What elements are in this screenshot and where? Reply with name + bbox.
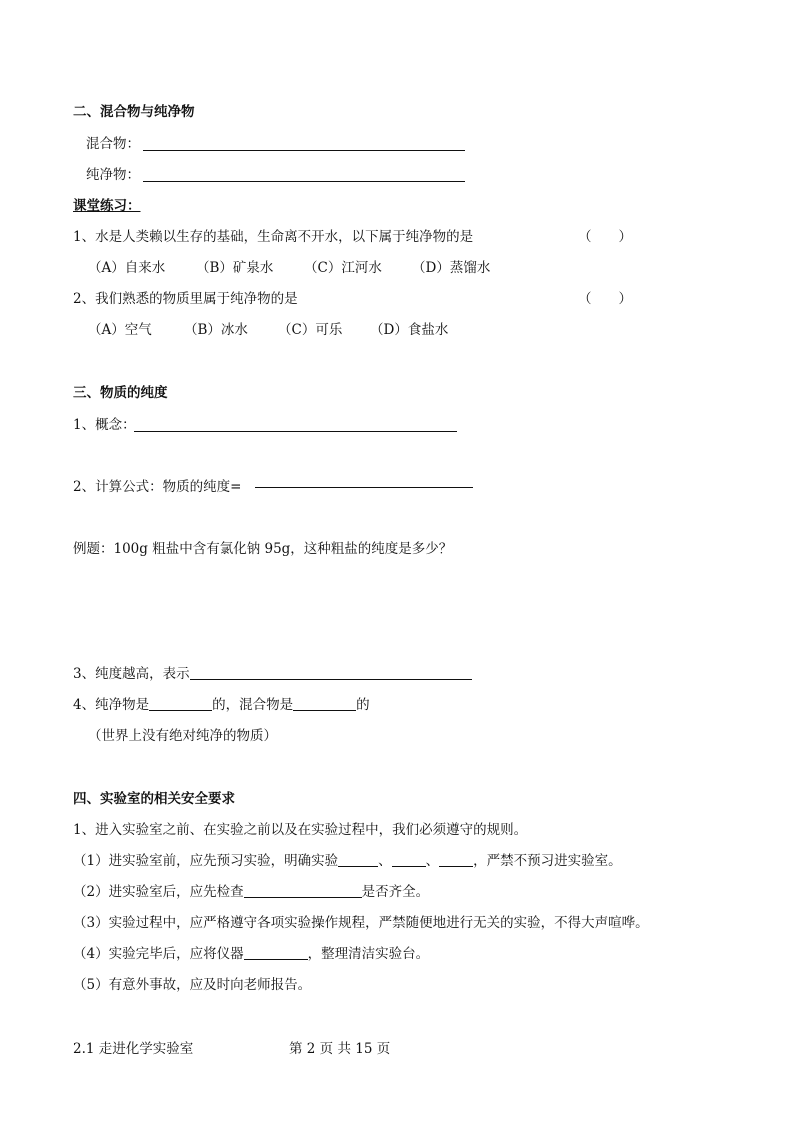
question-1-answer-paren: （ ） [578,229,632,245]
rule-1-sep-1: 、 [378,853,392,869]
item-3-text: 3、纯度越高，表示 [73,666,190,682]
option-c: （C）可乐 [278,322,343,338]
formula-label: 2、计算公式：物质的纯度= [73,479,242,495]
rule-1-blank-2 [392,852,426,867]
mixture-label: 混合物： [86,136,140,152]
rule-2 [73,883,429,901]
rule-1-blank-3 [439,852,473,867]
purity-note: （世界上没有绝对纯净的物质） [88,728,277,744]
rule-1-sep-2: 、 [425,853,440,869]
rule-2-tail: 是否齐全。 [361,884,430,900]
rule-1-tail: ，严禁不预习进实验室。 [473,853,622,869]
item-4 [73,696,370,714]
rule-3: （3）实验过程中，应严格遵守各项实验操作规程，严禁随便地进行无关的实验，不得大声喧哗。 [73,915,649,931]
rule-4-text: （4）实验完毕后，应将仪器 [73,946,244,962]
item-4-part-a: 4、纯净物是 [73,697,150,713]
rule-2-blank [244,883,362,898]
rule-2-text: （2）进实验室后，应先检查 [73,884,244,900]
question-2-options [88,321,448,339]
section-heading-lab-safety: 四、实验室的相关安全要求 [73,791,235,807]
item-3-label [73,665,472,683]
mixture-answer-line [143,150,465,151]
footer-chapter: 2.1 走进化学实验室 [73,1041,194,1057]
example-question: 例题：100g 粗盐中含有氯化钠 95g，这种粗盐的纯度是多少？ [73,541,453,557]
option-b: （B）矿泉水 [196,260,274,276]
practice-heading: 课堂练习： [73,198,141,214]
rule-4-tail: ，整理清洁实验台。 [307,946,430,962]
question-2-answer-paren: （ ） [578,291,632,307]
option-b: （B）冰水 [184,322,248,338]
item-4-part-c: 的 [356,697,370,713]
rule-4-blank [244,945,308,960]
rule-1-text: （1）进实验室前，应先预习实验，明确实验 [73,853,339,869]
option-a: （A）自来水 [88,260,166,276]
pure-substance-answer-line [143,181,465,182]
question-1-text: 1、水是人类赖以生存的基础，生命离不开水，以下属于纯净物的是 [73,229,474,245]
formula-fraction-line [255,487,473,488]
option-c: （C）江河水 [304,260,382,276]
concept-label: 1、概念： [73,417,136,433]
item-3-blank [190,665,472,680]
footer-page-number: 第 2 页 共 15 页 [289,1041,391,1057]
rule-1-blank-1 [338,852,378,867]
section-heading-mixtures: 二、混合物与纯净物 [73,104,195,120]
option-a: （A）空气 [88,322,152,338]
pure-substance-label: 纯净物： [86,167,140,183]
rule-1 [73,852,622,870]
item-4-part-b: 的，混合物是 [212,697,294,713]
item-4-blank-1 [149,696,212,711]
section-heading-purity: 三、物质的纯度 [73,385,168,401]
rule-4 [73,945,429,963]
option-d: （D）蒸馏水 [412,260,491,276]
concept-answer-line [134,431,457,432]
question-1-options [88,259,490,277]
item-4-blank-2 [293,696,356,711]
option-d: （D）食盐水 [370,322,449,338]
question-2-text: 2、我们熟悉的物质里属于纯净物的是 [73,291,298,307]
rules-intro: 1、进入实验室之前、在实验之前以及在实验过程中，我们必须遵守的规则。 [73,822,528,838]
rule-5: （5）有意外事故，应及时向老师报告。 [73,977,312,993]
